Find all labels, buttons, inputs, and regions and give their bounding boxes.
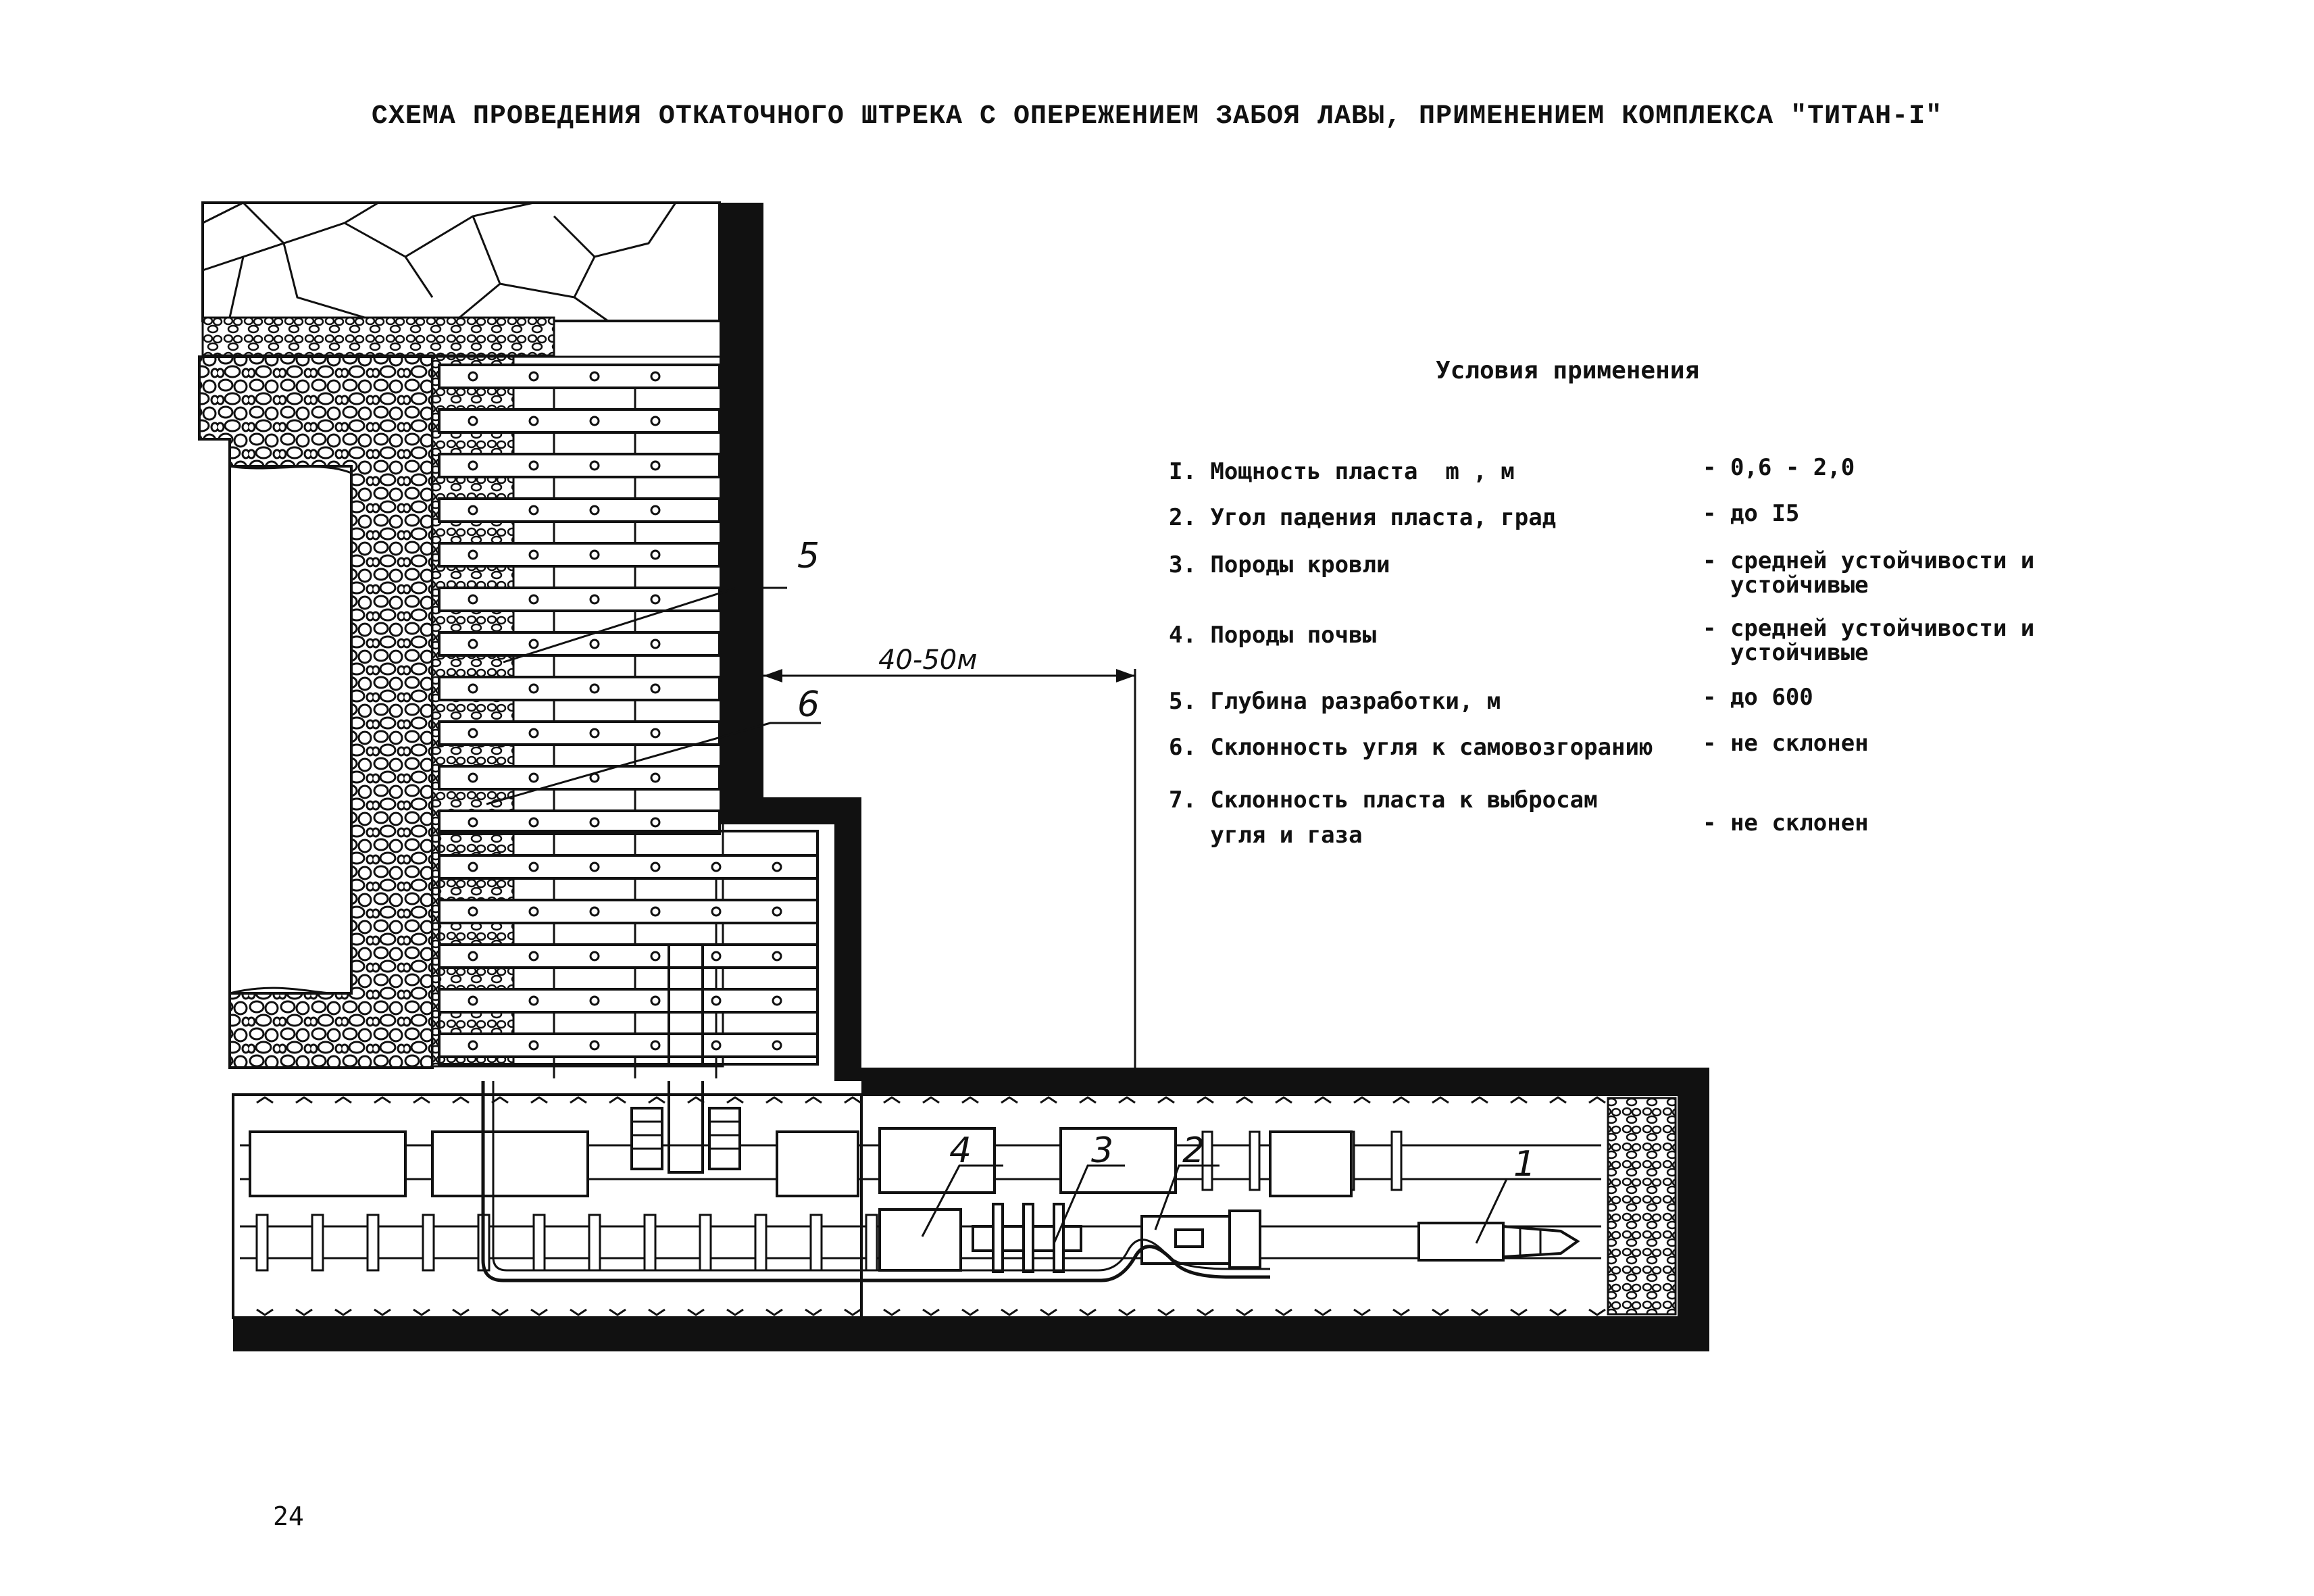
condition-5-label: 5. Глубина разработки, м bbox=[1169, 688, 1501, 715]
callout-2: 2 bbox=[1182, 1130, 1205, 1171]
callout-3: 3 bbox=[1091, 1130, 1114, 1171]
condition-4-label: 4. Породы почвы bbox=[1169, 622, 1377, 649]
condition-5-value: - до 600 bbox=[1703, 684, 1813, 711]
goaf-rubble bbox=[199, 357, 432, 1068]
condition-7-value: - не склонен bbox=[1703, 809, 1869, 837]
condition-7-label: 7. Склонность пласта к выбросам угля и газа bbox=[1169, 787, 1598, 849]
document-title: СХЕМА ПРОВЕДЕНИЯ ОТКАТОЧНОГО ШТРЕКА С ОПЕРЕЖЕНИЕМ ЗАБОЯ ЛАВЫ, ПРИМЕНЕНИЕМ КОМПЛЕКСА "ТИТАН-I" bbox=[371, 101, 1943, 132]
callout-6: 6 bbox=[797, 684, 820, 725]
condition-6-value: - не склонен bbox=[1703, 730, 1869, 757]
callout-1: 1 bbox=[1513, 1144, 1536, 1184]
unit-4-block bbox=[880, 1210, 961, 1270]
conditions-title: Условия применения bbox=[1436, 357, 1700, 384]
condition-3-value: - средней устойчивости и устойчивые bbox=[1703, 547, 2035, 599]
roof-rock-block bbox=[203, 203, 720, 355]
dimension-label: 40-50м bbox=[878, 645, 978, 676]
condition-2-value: - до I5 bbox=[1703, 500, 1800, 527]
condition-1-value: - 0,6 - 2,0 bbox=[1703, 454, 1855, 481]
condition-6-label: 6. Склонность угля к самовозгоранию bbox=[1169, 734, 1653, 761]
callout-4: 4 bbox=[949, 1130, 972, 1171]
page-number: 24 bbox=[273, 1501, 304, 1531]
callout-5: 5 bbox=[797, 536, 820, 576]
condition-1-label: I. Мощность пласта m , м bbox=[1169, 458, 1515, 485]
condition-3-label: 3. Породы кровли bbox=[1169, 551, 1390, 578]
condition-4-value: - средней устойчивости и устойчивые bbox=[1703, 615, 2035, 666]
condition-2-label: 2. Угол падения пласта, град bbox=[1169, 504, 1557, 531]
